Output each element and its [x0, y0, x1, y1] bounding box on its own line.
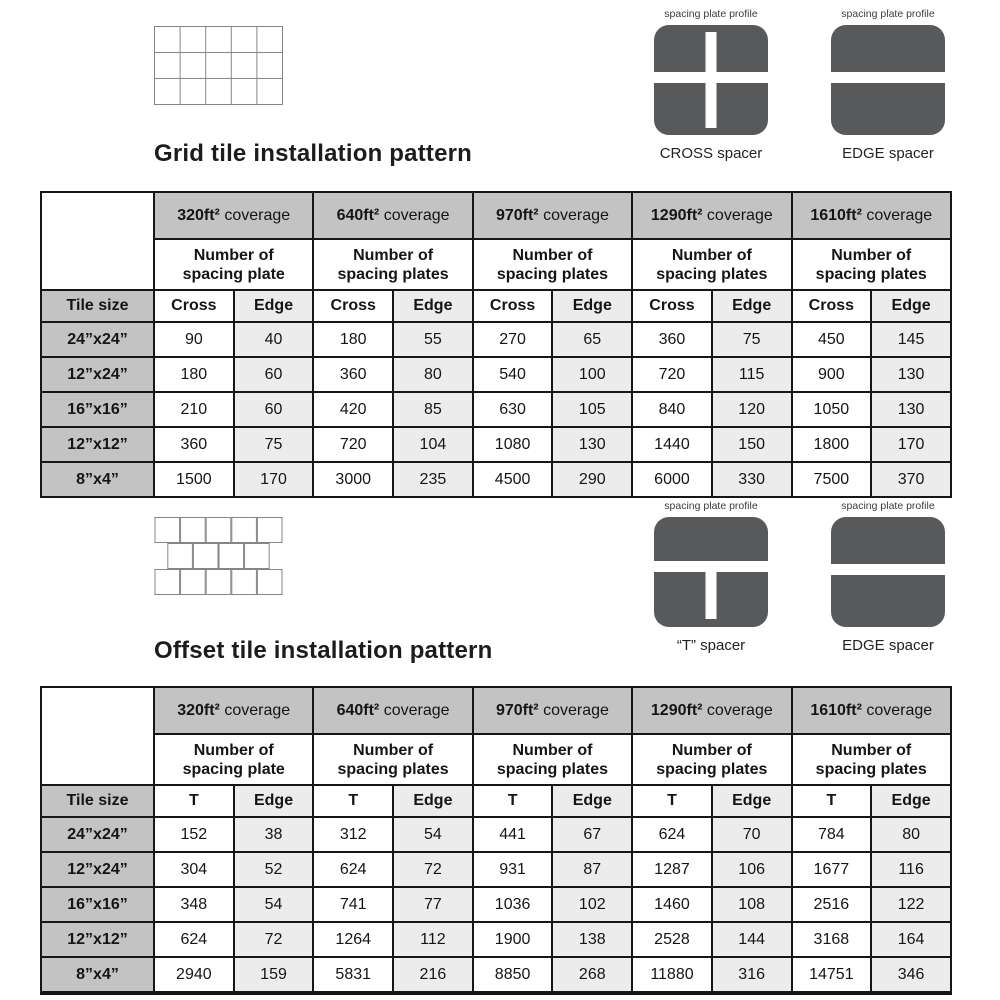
- count-cell: 170: [234, 462, 314, 497]
- t-spacer-icon: [654, 517, 768, 627]
- edge-spacer-figure: [822, 8, 954, 162]
- count-cell: 1080: [473, 427, 553, 462]
- offset-installation-table: [40, 686, 952, 995]
- count-cell: 138: [552, 922, 632, 957]
- count-cell: 7500: [792, 462, 872, 497]
- count-cell: 75: [712, 322, 792, 357]
- table-row: [41, 887, 951, 922]
- edge-spacer-icon: [831, 517, 945, 627]
- spacer-type-header: Edge: [552, 785, 632, 817]
- count-cell: 60: [234, 392, 314, 427]
- count-cell: 170: [871, 427, 951, 462]
- spacer-type-header: Edge: [393, 785, 473, 817]
- spacer-type-header: Cross: [473, 290, 553, 322]
- count-cell: 268: [552, 957, 632, 993]
- spacing-plate-header-cell: Number of spacing plates: [792, 239, 952, 290]
- count-cell: 104: [393, 427, 473, 462]
- count-cell: 55: [393, 322, 473, 357]
- count-cell: 540: [473, 357, 553, 392]
- coverage-header-cell: 1610ft² coverage: [792, 192, 952, 239]
- count-cell: 106: [712, 852, 792, 887]
- count-cell: 2516: [792, 887, 872, 922]
- count-cell: 87: [552, 852, 632, 887]
- count-cell: 346: [871, 957, 951, 993]
- count-cell: 235: [393, 462, 473, 497]
- tile-size-label: 12”x24”: [41, 852, 154, 887]
- count-cell: 3000: [313, 462, 393, 497]
- count-cell: 164: [871, 922, 951, 957]
- spacer-type-header: Edge: [871, 785, 951, 817]
- count-cell: 330: [712, 462, 792, 497]
- count-cell: 1050: [792, 392, 872, 427]
- count-cell: 360: [313, 357, 393, 392]
- spacer-type-header: Cross: [313, 290, 393, 322]
- profile-label: spacing plate profile: [841, 8, 935, 20]
- count-cell: 360: [632, 322, 712, 357]
- count-cell: 54: [393, 817, 473, 852]
- table-corner-blank: [41, 687, 154, 785]
- tile-size-header: Tile size: [41, 785, 154, 817]
- spacer-caption: EDGE spacer: [842, 637, 934, 654]
- spacer-type-header: Edge: [871, 290, 951, 322]
- tile-size-label: 24”x24”: [41, 817, 154, 852]
- spacer-type-header: T: [632, 785, 712, 817]
- count-cell: 290: [552, 462, 632, 497]
- count-cell: 2940: [154, 957, 234, 993]
- count-cell: 4500: [473, 462, 553, 497]
- spacing-plate-header-cell: Number of spacing plates: [473, 239, 632, 290]
- count-cell: 784: [792, 817, 872, 852]
- table-row: [41, 957, 951, 993]
- count-cell: 304: [154, 852, 234, 887]
- count-cell: 75: [234, 427, 314, 462]
- count-cell: 115: [712, 357, 792, 392]
- spacing-plate-header-cell: Number of spacing plate: [154, 734, 313, 785]
- count-cell: 130: [871, 392, 951, 427]
- spacer-type-header: Cross: [632, 290, 712, 322]
- count-cell: 1036: [473, 887, 553, 922]
- count-cell: 8850: [473, 957, 553, 993]
- tile-size-label: 16”x16”: [41, 392, 154, 427]
- table-row: [41, 322, 951, 357]
- count-cell: 3168: [792, 922, 872, 957]
- count-cell: 624: [313, 852, 393, 887]
- tile-size-label: 24”x24”: [41, 322, 154, 357]
- grid-installation-table: [40, 191, 952, 498]
- count-cell: 316: [712, 957, 792, 993]
- table-row: [41, 427, 951, 462]
- count-cell: 108: [712, 887, 792, 922]
- count-cell: 420: [313, 392, 393, 427]
- tile-size-header: Tile size: [41, 290, 154, 322]
- coverage-header-cell: 1610ft² coverage: [792, 687, 952, 734]
- count-cell: 900: [792, 357, 872, 392]
- count-cell: 348: [154, 887, 234, 922]
- count-cell: 150: [712, 427, 792, 462]
- count-cell: 370: [871, 462, 951, 497]
- spacing-plate-header-cell: Number of spacing plates: [313, 734, 472, 785]
- count-cell: 210: [154, 392, 234, 427]
- spacer-type-header: T: [313, 785, 393, 817]
- table-row: [41, 817, 951, 852]
- count-cell: 1500: [154, 462, 234, 497]
- count-cell: 180: [313, 322, 393, 357]
- offset-section-title: Offset tile installation pattern: [154, 637, 493, 664]
- edge-spacer-figure: [822, 500, 954, 654]
- count-cell: 312: [313, 817, 393, 852]
- count-cell: 130: [871, 357, 951, 392]
- count-cell: 85: [393, 392, 473, 427]
- count-cell: 120: [712, 392, 792, 427]
- count-cell: 1900: [473, 922, 553, 957]
- count-cell: 360: [154, 427, 234, 462]
- spacer-type-header: Cross: [792, 290, 872, 322]
- count-cell: 741: [313, 887, 393, 922]
- tile-size-label: 12”x24”: [41, 357, 154, 392]
- count-cell: 441: [473, 817, 553, 852]
- table-row: [41, 357, 951, 392]
- count-cell: 130: [552, 427, 632, 462]
- spacing-plate-header-cell: Number of spacing plates: [473, 734, 632, 785]
- spacer-type-header: Edge: [712, 785, 792, 817]
- edge-spacer-icon: [831, 25, 945, 135]
- count-cell: 80: [393, 357, 473, 392]
- table-corner-blank: [41, 192, 154, 290]
- spacer-type-header: Edge: [393, 290, 473, 322]
- count-cell: 1800: [792, 427, 872, 462]
- spacer-type-header: T: [792, 785, 872, 817]
- count-cell: 116: [871, 852, 951, 887]
- count-cell: 65: [552, 322, 632, 357]
- count-cell: 90: [154, 322, 234, 357]
- profile-label: spacing plate profile: [841, 500, 935, 512]
- count-cell: 450: [792, 322, 872, 357]
- spacer-type-header: Edge: [234, 785, 314, 817]
- count-cell: 67: [552, 817, 632, 852]
- count-cell: 152: [154, 817, 234, 852]
- count-cell: 54: [234, 887, 314, 922]
- count-cell: 1460: [632, 887, 712, 922]
- count-cell: 2528: [632, 922, 712, 957]
- count-cell: 624: [632, 817, 712, 852]
- profile-label: spacing plate profile: [664, 8, 758, 20]
- count-cell: 720: [632, 357, 712, 392]
- count-cell: 145: [871, 322, 951, 357]
- spacer-type-header: Edge: [552, 290, 632, 322]
- spacer-type-header: Edge: [234, 290, 314, 322]
- spacer-caption: “T” spacer: [676, 637, 746, 654]
- spacer-type-header: Edge: [712, 290, 792, 322]
- coverage-header-cell: 1290ft² coverage: [632, 192, 791, 239]
- spacing-plate-header-cell: Number of spacing plates: [313, 239, 472, 290]
- spacer-type-header: T: [154, 785, 234, 817]
- count-cell: 70: [712, 817, 792, 852]
- t-spacer-figure: [645, 500, 777, 654]
- spacing-plate-header-cell: Number of spacing plate: [154, 239, 313, 290]
- tile-size-label: 16”x16”: [41, 887, 154, 922]
- count-cell: 102: [552, 887, 632, 922]
- count-cell: 270: [473, 322, 553, 357]
- count-cell: 144: [712, 922, 792, 957]
- count-cell: 180: [154, 357, 234, 392]
- count-cell: 105: [552, 392, 632, 427]
- spacing-plate-header-cell: Number of spacing plates: [632, 734, 791, 785]
- coverage-header-cell: 970ft² coverage: [473, 687, 632, 734]
- offset-tile-pattern-diagram: [154, 517, 284, 597]
- count-cell: 159: [234, 957, 314, 993]
- tile-size-label: 8”x4”: [41, 957, 154, 993]
- coverage-header-cell: 320ft² coverage: [154, 192, 313, 239]
- count-cell: 630: [473, 392, 553, 427]
- spacer-type-header: Cross: [154, 290, 234, 322]
- count-cell: 5831: [313, 957, 393, 993]
- count-cell: 840: [632, 392, 712, 427]
- count-cell: 1264: [313, 922, 393, 957]
- tile-size-label: 12”x12”: [41, 427, 154, 462]
- count-cell: 11880: [632, 957, 712, 993]
- count-cell: 720: [313, 427, 393, 462]
- cross-spacer-icon: [654, 25, 768, 135]
- count-cell: 38: [234, 817, 314, 852]
- count-cell: 122: [871, 887, 951, 922]
- spacer-type-header: T: [473, 785, 553, 817]
- count-cell: 112: [393, 922, 473, 957]
- count-cell: 931: [473, 852, 553, 887]
- profile-label: spacing plate profile: [664, 500, 758, 512]
- table-row: [41, 392, 951, 427]
- spacing-plate-header-cell: Number of spacing plates: [632, 239, 791, 290]
- cross-spacer-figure: [645, 8, 777, 162]
- count-cell: 1440: [632, 427, 712, 462]
- coverage-header-cell: 640ft² coverage: [313, 192, 472, 239]
- table-row: [41, 462, 951, 497]
- coverage-header-cell: 1290ft² coverage: [632, 687, 791, 734]
- coverage-header-cell: 640ft² coverage: [313, 687, 472, 734]
- table-row: [41, 922, 951, 957]
- spacing-plate-header-cell: Number of spacing plates: [792, 734, 952, 785]
- count-cell: 100: [552, 357, 632, 392]
- count-cell: 40: [234, 322, 314, 357]
- spacer-caption: EDGE spacer: [842, 145, 934, 162]
- count-cell: 624: [154, 922, 234, 957]
- count-cell: 6000: [632, 462, 712, 497]
- tile-size-label: 12”x12”: [41, 922, 154, 957]
- coverage-header-cell: 320ft² coverage: [154, 687, 313, 734]
- table-row: [41, 852, 951, 887]
- count-cell: 52: [234, 852, 314, 887]
- count-cell: 216: [393, 957, 473, 993]
- count-cell: 1677: [792, 852, 872, 887]
- count-cell: 72: [393, 852, 473, 887]
- count-cell: 80: [871, 817, 951, 852]
- count-cell: 60: [234, 357, 314, 392]
- tile-size-label: 8”x4”: [41, 462, 154, 497]
- count-cell: 1287: [632, 852, 712, 887]
- count-cell: 72: [234, 922, 314, 957]
- spacer-caption: CROSS spacer: [659, 145, 763, 162]
- count-cell: 77: [393, 887, 473, 922]
- grid-section-title: Grid tile installation pattern: [154, 140, 473, 167]
- coverage-header-cell: 970ft² coverage: [473, 192, 632, 239]
- count-cell: 14751: [792, 957, 872, 993]
- grid-tile-pattern-diagram: [154, 26, 284, 106]
